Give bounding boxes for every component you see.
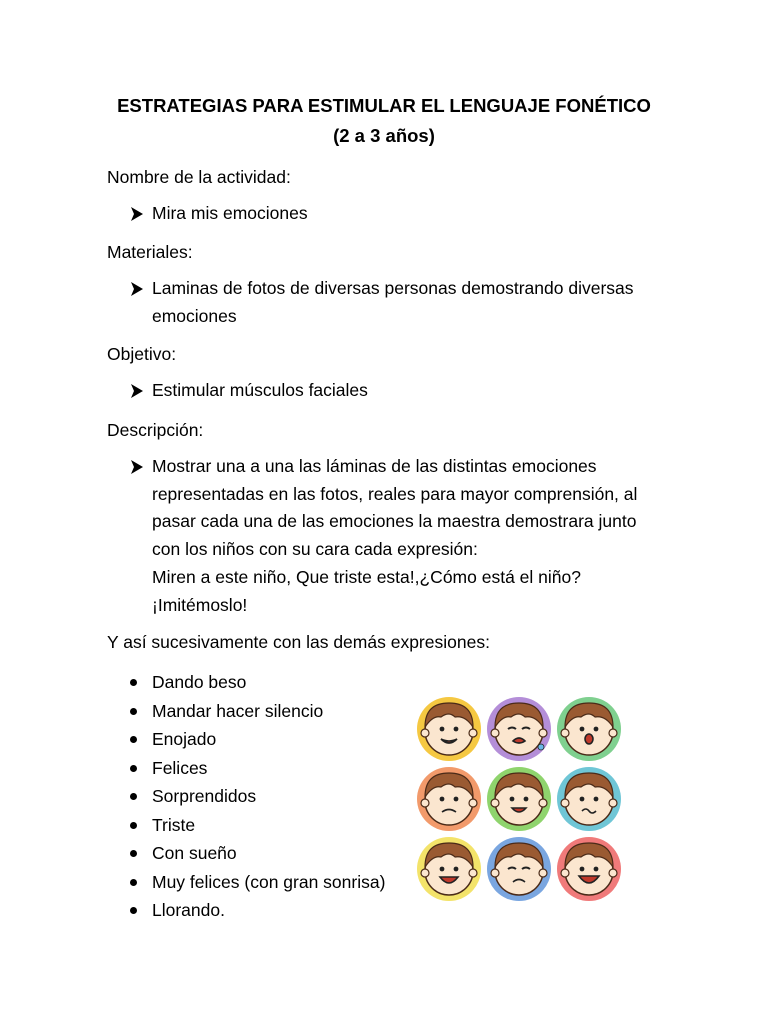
emotion-face-icon xyxy=(487,697,551,761)
expressions-intro: Y así sucesivamente con las demás expresiones: xyxy=(107,632,490,652)
objective-label: Objetivo: xyxy=(107,344,177,364)
emotion-face-icon xyxy=(557,837,621,901)
bullet-dot-icon xyxy=(130,736,137,743)
activity-name-item xyxy=(130,200,690,228)
bullet-dot-icon xyxy=(130,708,137,715)
objective-text: Estimular músculos faciales xyxy=(152,380,368,400)
description-label: Descripción: xyxy=(107,420,204,440)
materials-text-line: Laminas de fotos de diversas personas demostrando diversas xyxy=(152,278,634,298)
description-text-line: ¡Imitémoslo! xyxy=(152,594,248,615)
arrow-bullet-icon xyxy=(130,453,146,480)
bullet-dot-icon xyxy=(130,679,137,686)
emotion-face-icon xyxy=(557,767,621,831)
list-item: Llorando. xyxy=(128,896,385,925)
list-item: Triste xyxy=(128,811,385,840)
activity-name-label: Nombre de la actividad: xyxy=(107,167,291,187)
list-item: Mandar hacer silencio xyxy=(128,697,385,726)
expressions-list xyxy=(128,668,385,925)
list-item: Muy felices (con gran sonrisa) xyxy=(128,868,385,897)
document-title: ESTRATEGIAS PARA ESTIMULAR EL LENGUAJE FONÉTICO xyxy=(117,95,651,116)
emotion-face-icon xyxy=(417,697,481,761)
bullet-dot-icon xyxy=(130,793,137,800)
list-item: Dando beso xyxy=(128,668,385,697)
bullet-dot-icon xyxy=(130,850,137,857)
description-text-line: Mostrar una a una las láminas de las distintas emociones xyxy=(152,456,597,476)
description-text-line: representadas en las fotos, reales para mayor comprensión, al xyxy=(152,483,638,504)
description-text-line: pasar cada una de las emociones la maestra demostrara junto xyxy=(152,511,637,532)
description-text-line: Miren a este niño, Que triste esta!,¿Cómo está el niño? xyxy=(152,566,581,587)
list-item: Enojado xyxy=(128,725,385,754)
arrow-bullet-icon xyxy=(130,200,146,227)
emotion-face-icon xyxy=(417,767,481,831)
bullet-dot-icon xyxy=(130,822,137,829)
bullet-dot-icon xyxy=(130,765,137,772)
bullet-dot-icon xyxy=(130,879,137,886)
emotion-face-icon xyxy=(417,837,481,901)
bullet-dot-icon xyxy=(130,907,137,914)
emotion-faces-illustration xyxy=(414,694,624,904)
materials-label: Materiales: xyxy=(107,242,193,262)
emotion-face-icon xyxy=(487,837,551,901)
description-text-line: con los niños con su cara cada expresión: xyxy=(152,539,478,560)
document-subtitle-age-range: (2 a 3 años) xyxy=(333,125,435,146)
emotion-faces-grid-icon xyxy=(414,694,624,904)
list-item: Con sueño xyxy=(128,839,385,868)
list-item: Sorprendidos xyxy=(128,782,385,811)
materials-text-line: emociones xyxy=(152,305,237,326)
activity-name-text: Mira mis emociones xyxy=(152,203,308,223)
emotion-face-icon xyxy=(557,697,621,761)
list-item: Felices xyxy=(128,754,385,783)
objective-item xyxy=(130,377,690,405)
description-item xyxy=(130,453,690,619)
materials-item xyxy=(130,275,690,330)
arrow-bullet-icon xyxy=(130,377,146,404)
emotion-face-icon xyxy=(487,767,551,831)
arrow-bullet-icon xyxy=(130,275,146,302)
